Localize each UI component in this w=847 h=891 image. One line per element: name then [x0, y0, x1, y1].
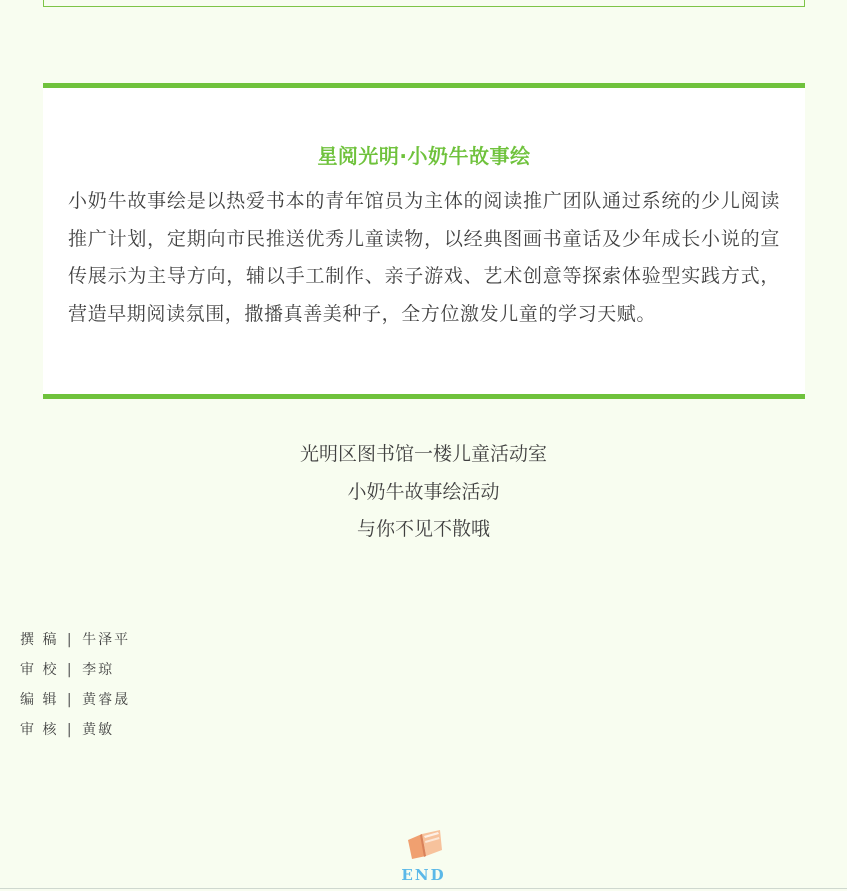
credit-role: 审 核	[20, 722, 59, 738]
credit-row-writer	[20, 625, 130, 655]
intro-title: 星阅光明·小奶牛故事绘	[317, 144, 531, 168]
credit-role: 撰 稿	[20, 632, 59, 648]
credit-row-editor	[20, 685, 130, 715]
credit-name: 黄睿晟	[82, 692, 131, 708]
credits-list	[20, 625, 130, 745]
credit-separator: |	[66, 662, 74, 678]
previous-section-box	[43, 0, 805, 7]
credit-role: 审 校	[20, 662, 59, 678]
closing-message	[0, 436, 847, 549]
credit-separator: |	[66, 632, 74, 648]
open-book-icon	[404, 826, 444, 860]
closing-line-activity: 小奶牛故事绘活动	[347, 480, 500, 503]
credit-separator: |	[66, 722, 74, 738]
end-label: END	[401, 866, 446, 884]
closing-line-invite: 与你不见不散哦	[356, 518, 490, 540]
credit-role: 编 辑	[20, 692, 59, 708]
credit-separator: |	[66, 692, 74, 708]
credit-name: 牛泽平	[82, 632, 131, 648]
credit-row-proofreader	[20, 655, 130, 685]
bottom-divider	[0, 888, 847, 889]
end-marker	[0, 826, 847, 884]
credit-name: 李琼	[82, 662, 115, 678]
intro-body: 小奶牛故事绘是以热爱书本的青年馆员为主体的阅读推广团队通过系统的少儿阅读推广计划，定期向市民推送优秀儿童读物，以经典图画书童话及少年成长小说的宣传展示为主导方向，辅以手工制作、亲子游戏、艺术创意等探索体验型实践方式，营造早期阅读氛围，撒播真善美种子，全方位激发儿童的学习天赋。	[68, 190, 780, 325]
closing-line-location: 光明区图书馆一楼儿童活动室	[299, 443, 547, 465]
credit-row-reviewer	[20, 715, 130, 745]
credit-name: 黄敏	[82, 722, 115, 738]
intro-card	[43, 83, 805, 399]
